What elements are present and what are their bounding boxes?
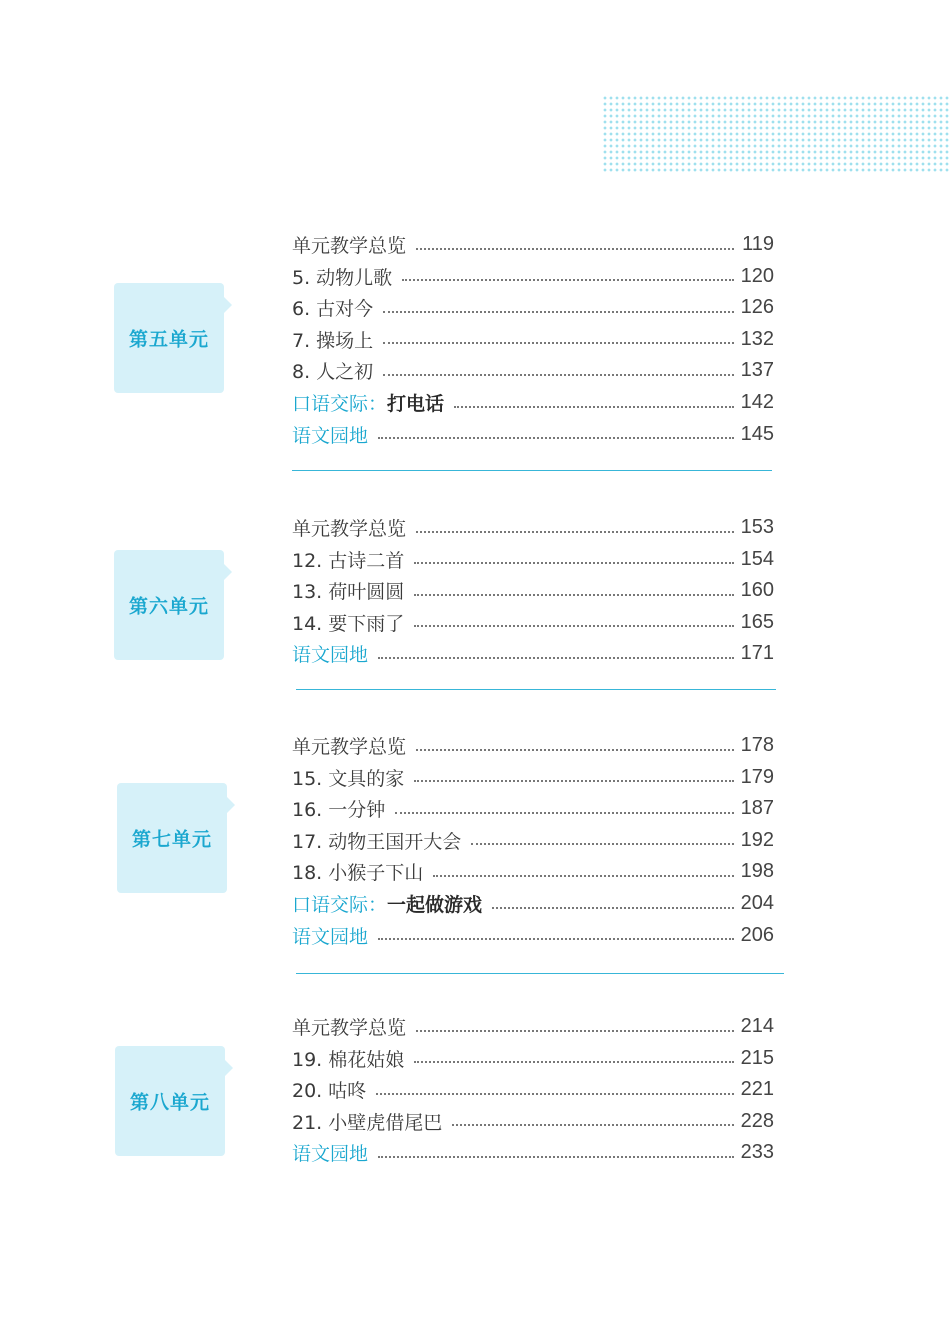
dot-leader: [416, 248, 734, 250]
toc-entry[interactable]: [292, 512, 774, 543]
dot-leader: [416, 531, 734, 533]
lesson-title: 单元教学总览: [292, 736, 407, 758]
page-number: 145: [740, 422, 774, 445]
toc-entry-title: [292, 795, 385, 822]
page-number: 192: [740, 828, 774, 851]
lesson-title: 7. 操场上: [292, 329, 374, 352]
page-number: 137: [740, 359, 774, 382]
toc-entry[interactable]: [292, 825, 774, 856]
dot-leader: [378, 1156, 734, 1158]
toc-entry-title: [292, 890, 482, 917]
lesson-title: 单元教学总览: [292, 1017, 407, 1039]
lesson-title: 21. 小壁虎借尾巴: [292, 1111, 443, 1134]
toc-entry-title: [292, 732, 406, 759]
dot-leader: [471, 843, 734, 845]
toc-entry-title: [292, 1108, 442, 1135]
section-type-label: 语文园地: [292, 925, 369, 948]
toc-entry[interactable]: [292, 730, 774, 761]
toc-entry[interactable]: [292, 1043, 774, 1074]
page-number: 142: [740, 391, 774, 413]
toc-entry[interactable]: [292, 292, 774, 323]
unit-tab: [117, 783, 227, 893]
lesson-title: 13. 荷叶圆圆: [292, 581, 405, 604]
section-type-label: 口语交际：: [292, 894, 388, 916]
lesson-title: 12. 古诗二首: [292, 549, 405, 572]
unit-title: 第五单元: [128, 328, 209, 351]
dot-leader: [416, 749, 734, 751]
toc-entry[interactable]: [292, 856, 774, 887]
toc-entry-title: [292, 1045, 404, 1072]
section-type-label: 语文园地: [292, 644, 369, 667]
toc-entry-title: [292, 609, 404, 636]
lesson-title: 6. 古对今: [292, 298, 374, 321]
toc-entry-title: [292, 640, 368, 667]
toc-entry-title: [292, 326, 373, 353]
toc-entry-title: [292, 514, 406, 541]
page-number: 228: [740, 1109, 774, 1132]
dot-leader: [492, 907, 734, 909]
page-number: 120: [740, 264, 774, 287]
toc-entry-title: [292, 357, 373, 384]
toc-entry-title: [292, 827, 461, 854]
dot-leader: [395, 812, 734, 814]
topic-title: 一起做游戏: [387, 894, 483, 916]
page-number: 165: [740, 610, 774, 633]
dot-leader: [383, 374, 734, 376]
toc-entry-title: [292, 231, 406, 258]
dot-pattern-decoration: [602, 95, 950, 173]
toc-entry-title: [292, 294, 373, 321]
dot-leader: [433, 875, 734, 877]
toc-entry[interactable]: [292, 324, 774, 355]
toc-entry[interactable]: [292, 638, 774, 669]
page-number: 215: [740, 1046, 774, 1069]
unit-title: 第七单元: [131, 828, 212, 851]
toc-entry-title: [292, 546, 404, 573]
dot-leader: [414, 594, 734, 596]
toc-entry[interactable]: [292, 793, 774, 824]
lesson-title: 14. 要下雨了: [292, 612, 405, 635]
dot-leader: [414, 625, 734, 627]
toc-entry-title: [292, 858, 423, 885]
page-number: 204: [740, 892, 774, 914]
toc-entry[interactable]: [292, 920, 774, 951]
page-number: 214: [740, 1015, 774, 1037]
toc-entry-title: [292, 1139, 368, 1166]
page-number: 179: [740, 765, 774, 788]
dot-leader: [454, 406, 734, 408]
page-number: 198: [740, 860, 774, 883]
lesson-title: 16. 一分钟: [292, 799, 386, 822]
unit-title: 第六单元: [128, 595, 209, 618]
lesson-title: 8. 人之初: [292, 361, 374, 384]
unit-divider: [296, 973, 784, 974]
dot-leader: [416, 1030, 734, 1032]
unit-title: 第八单元: [129, 1091, 210, 1114]
dot-leader: [414, 562, 734, 564]
dot-leader: [378, 657, 734, 659]
dot-leader: [378, 437, 734, 439]
unit-tab: [114, 550, 224, 660]
unit-tab: [114, 283, 224, 393]
lesson-title: 单元教学总览: [292, 235, 407, 257]
dot-leader: [452, 1124, 734, 1126]
page-number: 221: [740, 1078, 774, 1101]
lesson-title: 17. 动物王国开大会: [292, 830, 462, 853]
lesson-title: 19. 棉花姑娘: [292, 1048, 405, 1071]
page-number: 171: [740, 642, 774, 665]
toc-entry[interactable]: [292, 387, 774, 418]
toc-entry-title: [292, 577, 404, 604]
toc-entry-title: [292, 764, 404, 791]
page-number: 206: [740, 923, 774, 946]
lesson-title: 18. 小猴子下山: [292, 862, 424, 885]
section-type-label: 口语交际：: [292, 393, 388, 415]
page-number: 178: [740, 734, 774, 756]
dot-leader: [383, 342, 734, 344]
unit-divider: [292, 470, 772, 471]
dot-leader: [376, 1093, 734, 1095]
topic-title: 打电话: [387, 393, 445, 415]
toc-entry[interactable]: [292, 607, 774, 638]
dot-leader: [414, 1061, 734, 1063]
toc-entry[interactable]: [292, 1011, 774, 1042]
toc-entry[interactable]: [292, 229, 774, 260]
unit-tab: [115, 1046, 225, 1156]
toc-entry[interactable]: [292, 888, 774, 919]
section-type-label: 语文园地: [292, 424, 369, 447]
lesson-title: 15. 文具的家: [292, 767, 405, 790]
page-number: 119: [742, 233, 774, 255]
dot-leader: [378, 938, 734, 940]
dot-leader: [402, 279, 734, 281]
dot-leader: [383, 311, 734, 313]
lesson-title: 20. 咕咚: [292, 1080, 367, 1103]
dot-leader: [414, 780, 734, 782]
toc-entry[interactable]: [292, 261, 774, 292]
toc-entry-title: [292, 1013, 406, 1040]
toc-entry[interactable]: [292, 575, 774, 606]
lesson-title: 5. 动物儿歌: [292, 266, 393, 289]
toc-entry-title: [292, 1076, 366, 1103]
toc-entry[interactable]: [292, 1137, 774, 1168]
toc-entry[interactable]: [292, 1074, 774, 1105]
page-number: 187: [740, 797, 774, 820]
toc-entry[interactable]: [292, 419, 774, 450]
page-number: 153: [740, 516, 774, 538]
toc-entry[interactable]: [292, 544, 774, 575]
toc-entry-title: [292, 421, 368, 448]
toc-entry-title: [292, 263, 392, 290]
toc-entry[interactable]: [292, 1106, 774, 1137]
toc-entry-title: [292, 922, 368, 949]
lesson-title: 单元教学总览: [292, 518, 407, 540]
toc-entry[interactable]: [292, 762, 774, 793]
page-number: 132: [740, 327, 774, 350]
page-number: 126: [740, 296, 774, 319]
toc-entry[interactable]: [292, 355, 774, 386]
unit-divider: [296, 689, 776, 690]
page-number: 233: [740, 1141, 774, 1164]
page-number: 160: [740, 579, 774, 602]
section-type-label: 语文园地: [292, 1143, 369, 1166]
toc-entry-title: [292, 389, 444, 416]
page-number: 154: [740, 547, 774, 570]
